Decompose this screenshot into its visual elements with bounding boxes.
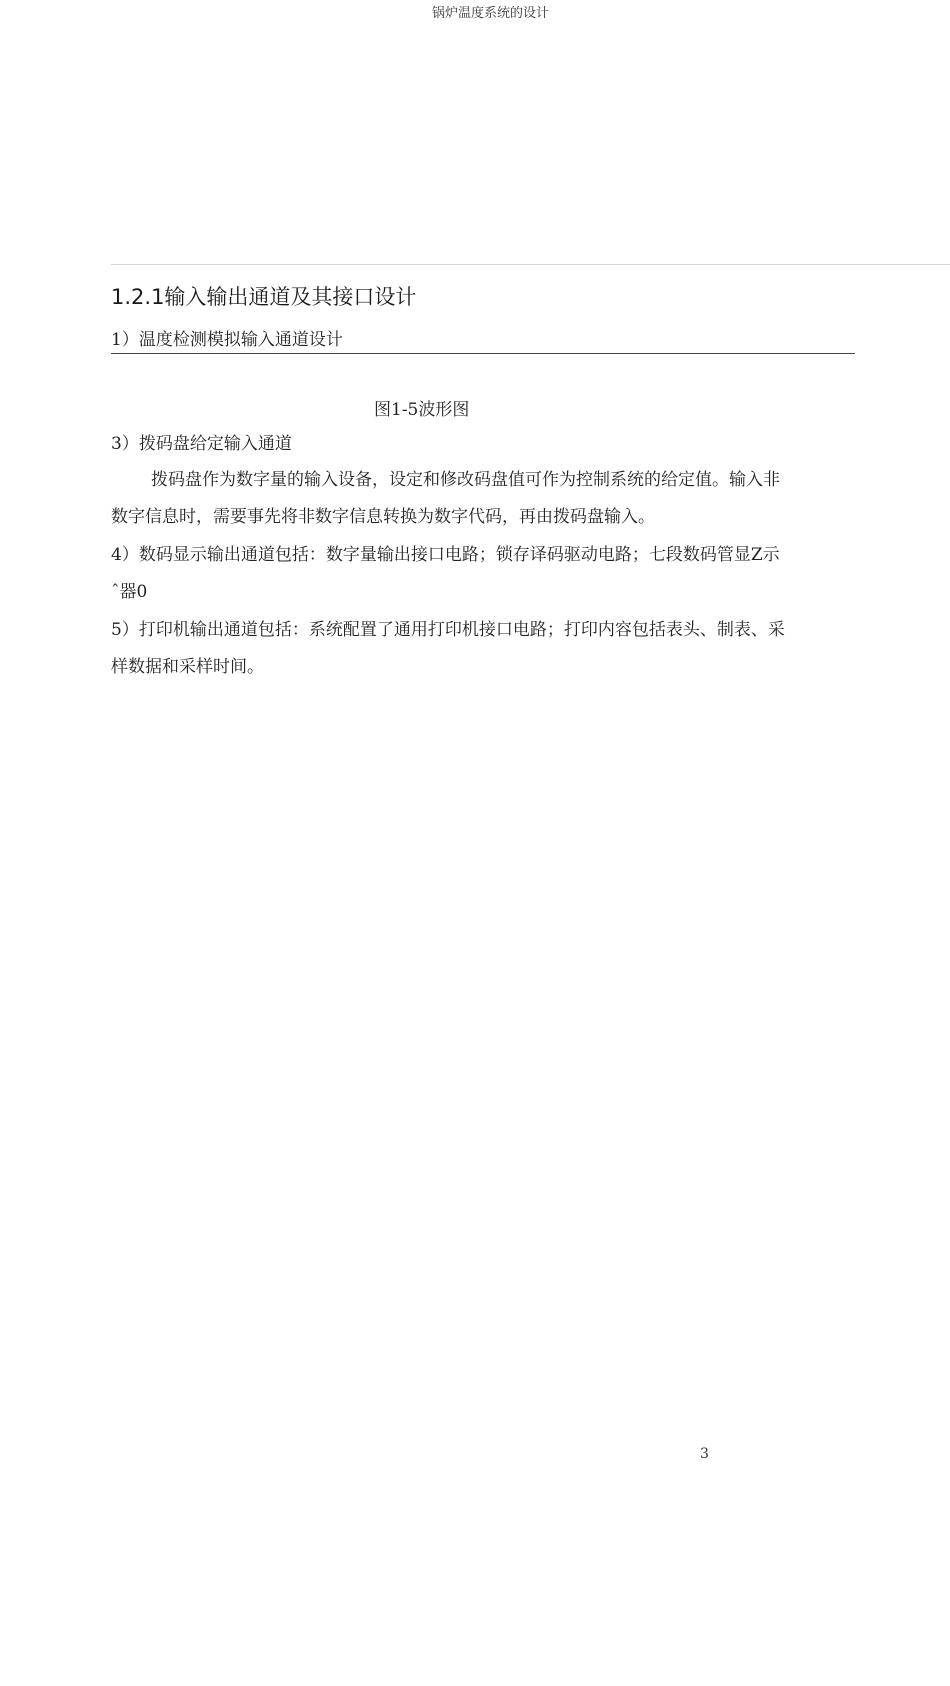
item-1-underlined: 1）温度检测模拟输入通道设计: [111, 328, 855, 354]
header-divider: [111, 264, 950, 265]
item-4-line-1: 4）数码显示输出通道包括：数字量输出接口电路；锁存译码驱动电路；七段数码管显Z示: [111, 545, 780, 565]
item-5-line-1: 5）打印机输出通道包括：系统配置了通用打印机接口电路；打印内容包括表头、制表、采: [111, 620, 785, 640]
item-4-line-2: ˆ器0: [111, 582, 148, 602]
section-heading: 1.2.1输入输出通道及其接口设计: [111, 285, 417, 309]
running-header-title: 锅炉温度系统的设计: [432, 6, 550, 21]
figure-caption: 图1-5波形图: [374, 400, 470, 420]
item-3-body-line-2: 数字信息时，需要事先将非数字信息转换为数字代码，再由拨码盘输入。: [111, 507, 655, 527]
item-3-body-line-1: 拨码盘作为数字量的输入设备，设定和修改码盘值可作为控制系统的给定值。输入非: [151, 470, 780, 490]
item-3-title: 3）拨码盘给定输入通道: [111, 434, 292, 454]
item-5-line-2: 样数据和采样时间。: [111, 657, 264, 677]
page-number: 3: [700, 1446, 709, 1462]
